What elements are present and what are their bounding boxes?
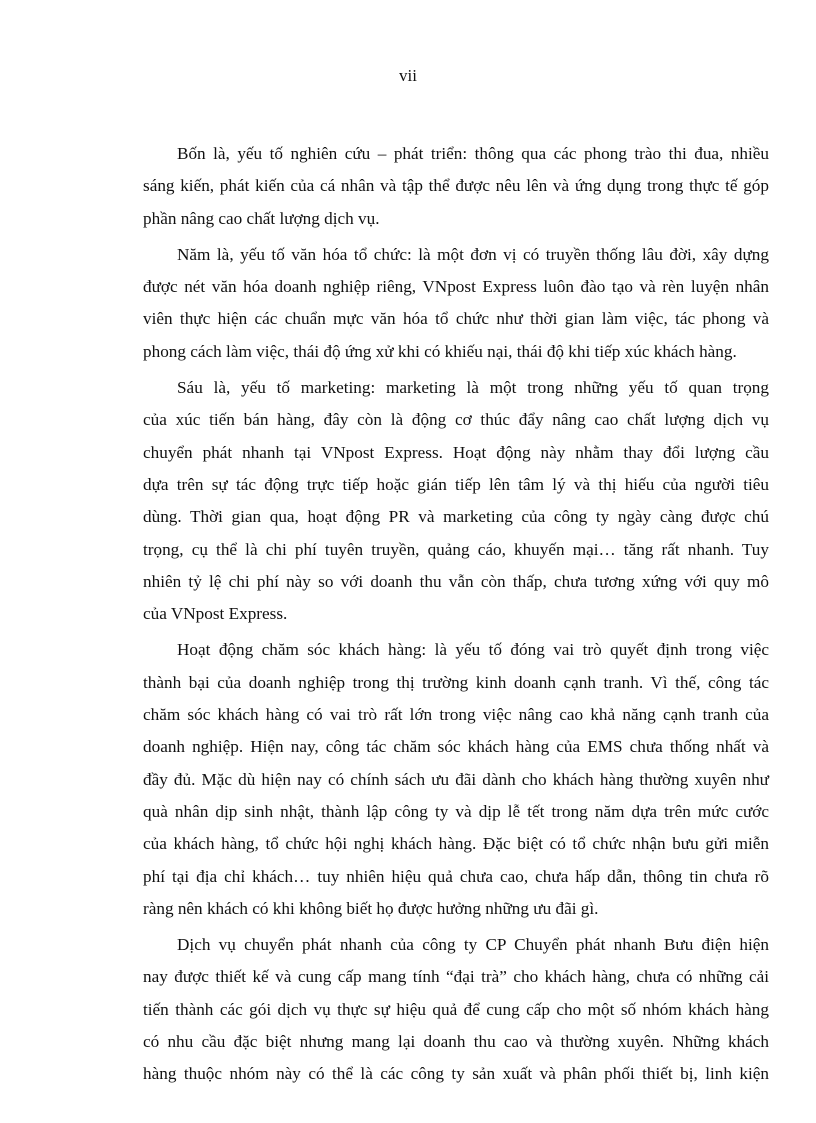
text-line: Sáu là, yếu tố marketing: marketing là một trong những yếu tố quan trọng (177, 378, 769, 398)
text-line: sáng kiến, phát kiến của cá nhân và tập thể được nêu lên và ứng dụng trong thực tế góp (143, 176, 769, 196)
text-line: của khách hàng, tổ chức hội nghị khách hàng. Đặc biệt có tổ chức nhận bưu gửi miễn (143, 834, 769, 854)
paragraph-express-service (143, 929, 769, 1090)
text-line: nay được thiết kế và cung cấp mang tính “đại trà” cho khách hàng, chưa có những cải (143, 967, 769, 987)
text-line: Dịch vụ chuyển phát nhanh của công ty CP Chuyển phát nhanh Bưu điện hiện (177, 935, 769, 955)
text-line: chăm sóc khách hàng có vai trò rất lớn trong việc nâng cao khả năng cạnh tranh của (143, 705, 769, 725)
text-line: nhiên tỷ lệ chi phí này so với doanh thu vẫn còn thấp, chưa tương xứng với quy mô (143, 571, 769, 591)
text-line: tiến thành các gói dịch vụ thực sự hiệu quả để cung cấp cho một số nhóm khách hàng (143, 999, 769, 1019)
text-line: phong cách làm việc, thái độ ứng xử khi có khiếu nại, thái độ khi tiếp xúc khách hàng. (143, 341, 737, 361)
text-line: Hoạt động chăm sóc khách hàng: là yếu tố đóng vai trò quyết định trong việc (177, 640, 769, 660)
body-text (143, 138, 769, 1095)
text-line: thành bại của doanh nghiệp trong thị trường kinh doanh cạnh tranh. Vì thế, công tác (143, 672, 769, 692)
paragraph-customer-care (143, 634, 769, 925)
text-line: Năm là, yếu tố văn hóa tổ chức: là một đơn vị có truyền thống lâu đời, xây dựng (177, 244, 769, 264)
text-line: của xúc tiến bán hàng, đây còn là động cơ thúc đẩy nâng cao chất lượng dịch vụ (143, 410, 769, 430)
text-line: hàng thuộc nhóm này có thể là các công ty sản xuất và phân phối thiết bị, linh kiện (143, 1064, 769, 1084)
text-line: đầy đủ. Mặc dù hiện nay có chính sách ưu đãi dành cho khách hàng thường xuyên như (143, 769, 769, 789)
text-line: được nét văn hóa doanh nghiệp riêng, VNpost Express luôn đào tạo và rèn luyện nhân (143, 277, 769, 297)
text-line: của VNpost Express. (143, 604, 288, 624)
text-line: chuyển phát nhanh tại VNpost Express. Hoạt động này nhằm thay đổi lượng cầu (143, 442, 769, 462)
text-line: có nhu cầu đặc biệt nhưng mang lại doanh thu cao và thường xuyên. Những khách (143, 1032, 769, 1052)
text-line: dùng. Thời gian qua, hoạt động PR và marketing của công ty ngày càng được chú (143, 507, 769, 527)
text-line: dựa trên sự tác động trực tiếp hoặc gián tiếp lên tâm lý và thị hiếu của người tiêu (143, 474, 769, 494)
page-number: vii (399, 66, 417, 85)
text-line: trọng, cụ thể là chi phí tuyên truyền, quảng cáo, khuyến mại… tăng rất nhanh. Tuy (143, 539, 769, 559)
text-line: doanh nghiệp. Hiện nay, công tác chăm sóc khách hàng của EMS chưa thống nhất và (143, 737, 769, 757)
paragraph-marketing (143, 372, 769, 630)
text-line: ràng nên khách có khi không biết họ được hưởng những ưu đãi gì. (143, 898, 599, 918)
text-line: quà nhân dịp sinh nhật, thành lập công ty và dịp lễ tết trong năm dựa trên mức cước (143, 801, 769, 821)
text-line: Bốn là, yếu tố nghiên cứu – phát triển: thông qua các phong trào thi đua, nhiều (177, 144, 769, 163)
text-line: phí tại địa chỉ khách… tuy nhiên hiệu quả chưa cao, chưa hấp dẫn, thông tin chưa rõ (143, 866, 769, 886)
paragraph-research-development (143, 138, 769, 235)
text-line: phần nâng cao chất lượng dịch vụ. (143, 208, 380, 228)
text-line: viên thực hiện các chuẩn mực văn hóa tổ chức như thời gian làm việc, tác phong và (143, 309, 769, 329)
paragraph-organizational-culture (143, 239, 769, 368)
